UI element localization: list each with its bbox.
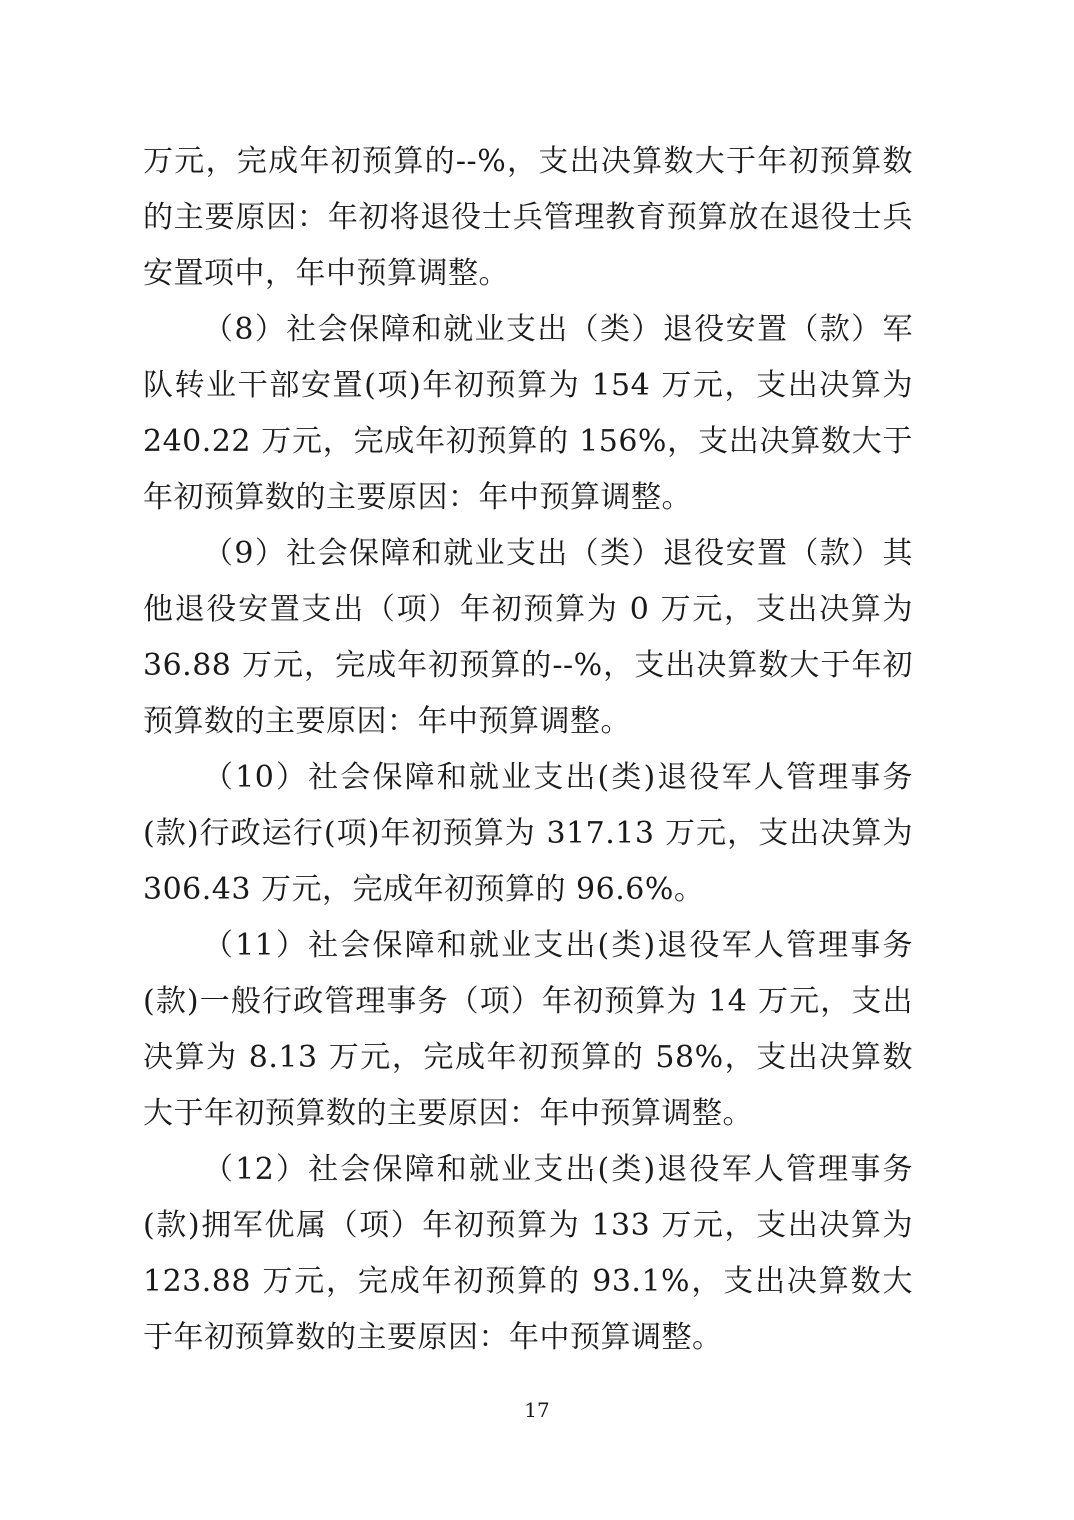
paragraph-item-8: （8）社会保障和就业支出（类）退役安置（款）军队转业干部安置(项)年初预算为 154 万元，支出决算为 240.22 万元，完成年初预算的 156%，支出决算数大于年初预算数的主要原因：年中预算调整。 xyxy=(143,312,913,515)
paragraph-item-12: （12）社会保障和就业支出(类)退役军人管理事务(款)拥军优属（项）年初预算为 133 万元，支出决算为 123.88 万元，完成年初预算的 93.1%，支出决算数大于年初预算数的主要原因：年中预算调整。 xyxy=(143,1152,913,1355)
page-number: 17 xyxy=(524,1398,550,1422)
page-body-text xyxy=(143,134,913,1366)
paragraph-item-9: （9）社会保障和就业支出（类）退役安置（款）其他退役安置支出（项）年初预算为 0 万元，支出决算为 36.88 万元，完成年初预算的--%，支出决算数大于年初预算数的主要原因：年中预算调整。 xyxy=(143,536,913,739)
paragraph-continuation: 万元，完成年初预算的--%，支出决算数大于年初预算数的主要原因：年初将退役士兵管理教育预算放在退役士兵安置项中，年中预算调整。 xyxy=(143,144,913,291)
paragraph-item-10: （10）社会保障和就业支出(类)退役军人管理事务(款)行政运行(项)年初预算为 317.13 万元，支出决算为 306.43 万元，完成年初预算的 96.6%。 xyxy=(143,760,913,907)
paragraph-item-11: （11）社会保障和就业支出(类)退役军人管理事务(款)一般行政管理事务（项）年初预算为 14 万元，支出决算为 8.13 万元，完成年初预算的 58%，支出决算数大于年初预算数的主要原因：年中预算调整。 xyxy=(143,928,913,1131)
